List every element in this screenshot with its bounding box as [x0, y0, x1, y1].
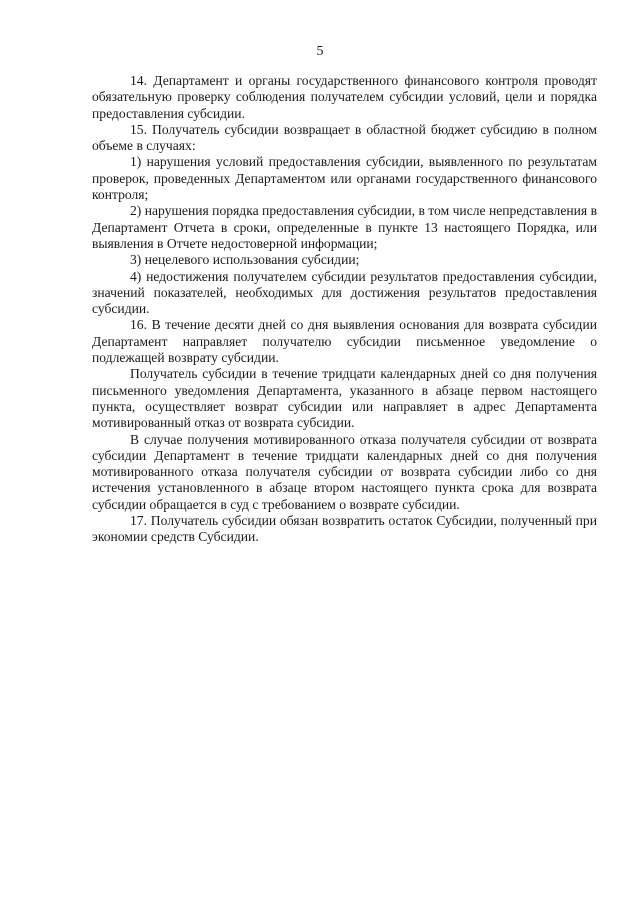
paragraph-16-court: В случае получения мотивированного отказа получателя субсидии от возврата субсидии Департамент в течение тридцати календарных дней со дня получения мотивированного отказа получателя субсидии от возврата субсидии либо со дня истечения установленного в абзаце втором настоящего пункта срока для возврата субсидии обращается в суд с требованием о возврате субсидии.: [92, 431, 597, 512]
list-item-3-misuse: 3) нецелевого использования субсидии;: [130, 252, 360, 268]
list-item-2-violation-procedure: 2) нарушения порядка предоставления субсидии, в том числе непредставления в Департамент Отчета в сроки, определенные в пункте 13 настоящего Порядка, или выявления в Отчете недостоверной информации;: [92, 203, 597, 251]
paragraph-14-inspection: 14. Департамент и органы государственного финансового контроля проводят обязательную проверку соблюдения получателем субсидии условий, цели и порядка предоставления субсидии.: [92, 73, 597, 121]
paragraph-17-remainder: 17. Получатель субсидии обязан возвратить остаток Субсидии, полученный при экономии средств Субсидии.: [92, 513, 597, 545]
page-number: 5: [316, 44, 324, 59]
paragraph-16-return-period: Получатель субсидии в течение тридцати календарных дней со дня получения письменного уведомления Департамента, указанного в абзаце первом настоящего пункта, осуществляет возврат субсидии или направляет в адрес Департамента мотивированный отказ от возврата субсидии.: [92, 366, 597, 431]
list-item-1-violation-conditions: 1) нарушения условий предоставления субсидии, выявленного по результатам проверок, проведенных Департаментом или органами государственного финансового контроля;: [92, 154, 597, 203]
document-body: [92, 73, 597, 546]
list-item-4-results-not-achieved: 4) недостижения получателем субсидии результатов предоставления субсидии, значений показателей, необходимых для достижения результатов предоставления субсидии.: [92, 268, 597, 317]
paragraph-16-notification: 16. В течение десяти дней со дня выявления основания для возврата субсидии Департамент направляет получателю субсидии письменное уведомление о подлежащей возврату субсидии.: [92, 317, 597, 366]
paragraph-15-return-cases: 15. Получатель субсидии возвращает в областной бюджет субсидию в полном объеме в случаях:: [92, 121, 597, 154]
